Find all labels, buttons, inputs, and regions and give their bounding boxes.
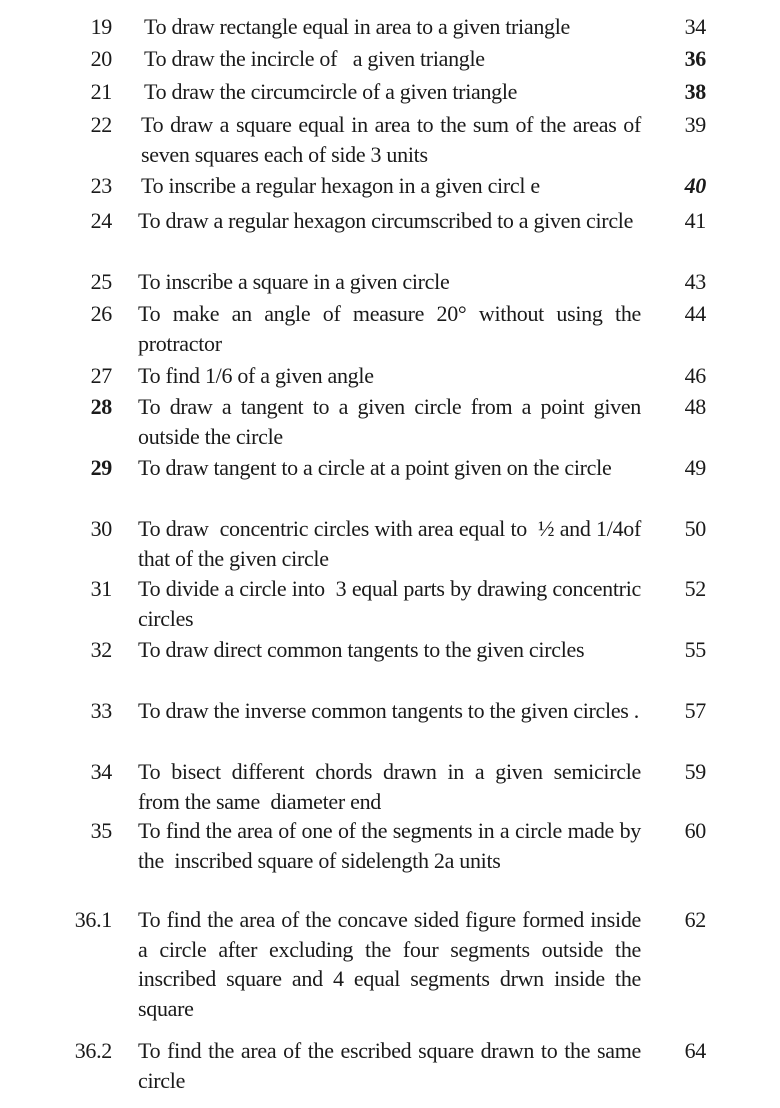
- entry-number: 19: [90, 14, 112, 39]
- entry-page: 49: [684, 455, 706, 480]
- entry-page: 39: [684, 112, 706, 137]
- entry-page: 36: [684, 46, 706, 71]
- entry-number: 31: [90, 576, 112, 601]
- entry-page: 59: [684, 759, 706, 784]
- entry-number: 25: [90, 269, 112, 294]
- entry-title: To find the area of one of the segments in a circle made by the inscribed square of sidelength 2a units: [138, 818, 647, 873]
- entry-number: 21: [90, 79, 112, 104]
- entry-title: To draw the circumcircle of a given triangle: [144, 79, 518, 104]
- entry-number: 36.2: [74, 1038, 112, 1063]
- entry-page: 40: [684, 173, 706, 198]
- entry-number: 28: [90, 394, 112, 419]
- entry-title: To find the area of the escribed square drawn to the same circle: [138, 1038, 641, 1093]
- entry-number: 29: [90, 455, 112, 480]
- entry-number: 24: [90, 208, 112, 233]
- entry-number: 32: [90, 637, 112, 662]
- entry-page: 52: [684, 576, 706, 601]
- entry-number: 35: [90, 818, 112, 843]
- entry-page: 43: [684, 269, 706, 294]
- entry-page: 60: [684, 818, 706, 843]
- entry-title: To divide a circle into 3 equal parts by drawing concentric circles: [138, 576, 647, 631]
- entry-title: To draw a regular hexagon circumscribed to a given circle: [138, 208, 634, 233]
- entry-page: 50: [684, 516, 706, 541]
- entry-page: 64: [684, 1038, 706, 1063]
- entry-title: To draw rectangle equal in area to a given triangle: [144, 14, 571, 39]
- entry-number: 30: [90, 516, 112, 541]
- entry-title: To find the area of the concave sided figure formed inside a circle after excluding the four segments outside the inscribed square and 4 equal segments drwn inside the square: [138, 907, 641, 1021]
- entry-title: To find 1/6 of a given angle: [138, 363, 374, 388]
- entry-page: 38: [684, 79, 706, 104]
- entry-number: 20: [90, 46, 112, 71]
- entry-page: 41: [684, 208, 706, 233]
- entry-number: 34: [90, 759, 112, 784]
- entry-number: 36.1: [74, 907, 112, 932]
- entry-page: 57: [684, 698, 706, 723]
- entry-page: 55: [684, 637, 706, 662]
- entry-title: To make an angle of measure 20° without using the protractor: [138, 301, 641, 356]
- entry-title: To draw concentric circles with area equal to ½ and 1/4of that of the given circle: [138, 516, 647, 571]
- entry-number: 26: [90, 301, 112, 326]
- entry-title: To draw a tangent to a given circle from a point given outside the circle: [138, 394, 641, 449]
- entry-title: To bisect different chords drawn in a given semicircle from the same diameter end: [138, 759, 647, 814]
- entry-title: To draw direct common tangents to the given circles: [138, 637, 585, 662]
- entry-number: 23: [90, 173, 112, 198]
- entry-title: To inscribe a regular hexagon in a given circl e: [141, 173, 540, 198]
- entry-title: To draw a square equal in area to the sum of the areas of seven squares each of side 3 units: [141, 112, 641, 167]
- entry-page: 34: [684, 14, 706, 39]
- entry-number: 33: [90, 698, 112, 723]
- entry-title: To inscribe a square in a given circle: [138, 269, 450, 294]
- entry-number: 22: [90, 112, 112, 137]
- entry-page: 62: [684, 907, 706, 932]
- entry-page: 46: [684, 363, 706, 388]
- entry-title: To draw the incircle of a given triangle: [144, 46, 485, 71]
- entry-page: 48: [684, 394, 706, 419]
- entry-title: To draw tangent to a circle at a point given on the circle: [138, 455, 612, 480]
- entry-number: 27: [90, 363, 112, 388]
- entry-title: To draw the inverse common tangents to the given circles .: [138, 698, 639, 723]
- entry-page: 44: [684, 301, 706, 326]
